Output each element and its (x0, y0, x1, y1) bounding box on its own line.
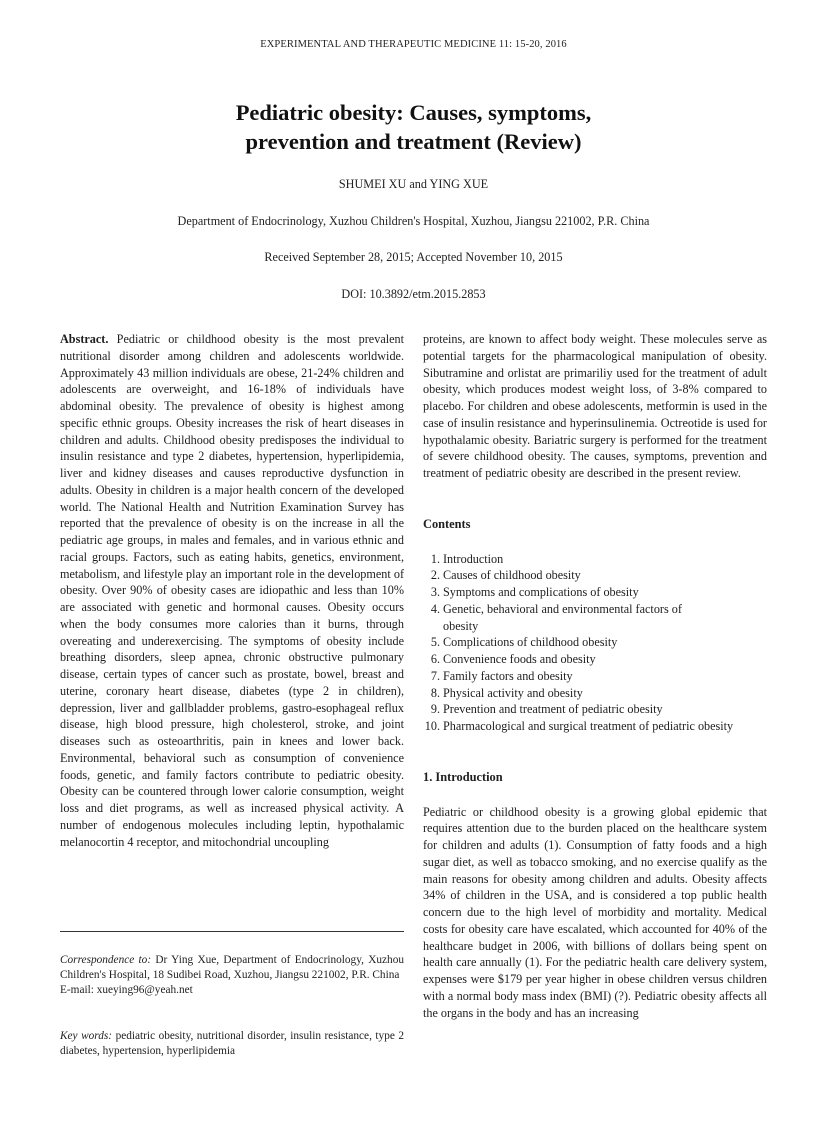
introduction-text: Pediatric or childhood obesity is a growing global epidemic that requires attention due to the burden placed on the healthcare system for children and adults (1). Consumption of fatty foods and a high sugar diet, as well as tobacco smoking, and no exercise qualify as the main reasons for obesity among children and adults. Obesity affects 34% of children in the USA, and is considered a top public health concern due to the high level of morbidity and mortality. Medical costs for obesity care have escalated, which accounted for 40% of the healthcare budget in 2006, with billions of dollars being spent on health care annually (1). For the pediatric health care delivery system, expenses were $179 per year higher in obese children versus children with a normal body mass index (BMI) (?). Pediatric obesity affects all the organs in the body and has an increasing (423, 804, 767, 1020)
correspondence-text: Dr Ying Xue, Department of Endocrinology, Xuzhou Children's Hospital, 18 Sudibei Road, Xuzhou, Jiangsu 221002, P.R. China (60, 954, 404, 982)
toc-item[interactable] (423, 718, 767, 735)
toc-number: 3. (430, 585, 440, 599)
keywords-text: pediatric obesity, nutritional disorder, insulin resistance, type 2 diabetes, hypertension, hyperlipidemia (60, 1030, 405, 1058)
toc-item[interactable] (423, 634, 767, 651)
toc-item[interactable] (423, 685, 767, 702)
toc-item[interactable] (423, 551, 767, 568)
article-title (0, 98, 827, 156)
toc-label: Physical activity and obesity (443, 685, 583, 700)
keywords-label: Key words: (60, 1030, 113, 1042)
footnote-rule (60, 931, 404, 932)
toc-label: Causes of childhood obesity (443, 568, 581, 583)
toc-item[interactable] (423, 567, 767, 584)
correspondence-label: Correspondence to: (60, 954, 152, 966)
toc-number: 9. (430, 702, 440, 717)
toc-number: 5. (430, 635, 440, 650)
toc-label: Symptoms and complications of obesity (443, 585, 639, 599)
toc-label: Genetic, behavioral and environmental factors of obesity (443, 601, 682, 633)
table-of-contents (423, 551, 767, 735)
right-column (423, 331, 767, 1021)
received-accepted-dates: Received September 28, 2015; Accepted November 10, 2015 (264, 250, 563, 264)
contents-heading: Contents (423, 516, 471, 531)
toc-number: 4. (430, 601, 440, 616)
abstract-continued: proteins, are known to affect body weight. These molecules serve as potential targets for the pharmacological manipulation of obesity. Sibutramine and orlistat are primariliy used for the treatment of adult obesity, which produces modest weight loss, of 3-8% compared to placebo. For children and obese adolescents, metformin is used in the case of insulin resistance and hyperinsulinemia. Octreotide is used for hypothalamic obesity. Bariatric surgery is performed for the treatment of severe childhood obesity. The causes, symptoms, prevention and treatment of pediatric obesity are described in the present review. (423, 332, 767, 480)
toc-item[interactable] (423, 584, 767, 601)
abstract-label: Abstract. (60, 332, 109, 346)
title-line-2: prevention and treatment (Review) (245, 129, 582, 154)
toc-number: 2. (430, 568, 440, 583)
title-line-1: Pediatric obesity: Causes, symptoms, (235, 100, 592, 125)
toc-item[interactable] (423, 601, 767, 635)
abstract-text: Pediatric or childhood obesity is the most prevalent nutritional disorder among children and adolescents worldwide. Approximately 43 million individuals are obese, 21-24% children and adolescents are overweight, and 16-18% of individuals have abdominal obesity. The prevalence of obesity is highest among specific ethnic groups. Obesity increases the risk of heart diseases in children and adults. Childhood obesity predisposes the individual to insulin resistance and type 2 diabetes, hypertension, hyperlipidemia, liver and kidney diseases and causes reproductive dysfunction in adults. Obesity in children is a major health concern of the developed world. The National Health and Nutrition Examination Survey has reported that the prevalence of obesity is on the increase in all the pediatric age groups, in males and females, and in various ethnic and racial groups. Factors, such as eating habits, genetics, environment, metabolism, and lifestyle play an important role in the development of obesity. Over 90% of obesity cases are idiopathic and less than 10% are associated with genetic and hormonal causes. Obesity occurs when the body consumes more calories than it burns, through overeating and underexercising. The symptoms of obesity include breathing disorders, sleep apnea, chronic obstructive pulmonary disease, certain types of cancer such as prostate, bowel, breast and uterine, coronary heart disease, diabetes (type 2 in children), depression, liver and gallbladder problems, gastro-esophageal reflux disease, high blood pressure, high cholesterol, stroke, and joint diseases such as osteoarthritis, pain in knees and lower back. Environmental, behavioral such as consumption of convenience foods, genetic, and family factors contribute to pediatric obesity. Obesity can be countered through lower calorie consumption, weight loss and diet programs, as well as increased physical activity. A number of endogenous molecules including leptin, hypothalamic melanocortin 4 receptor, and mitochondrial uncoupling (60, 332, 404, 849)
email[interactable]: E-mail: xueying96@yeah.net (60, 984, 193, 997)
toc-label: Introduction (443, 551, 504, 566)
toc-label: Pharmacological and surgical treatment of pediatric obesity (443, 719, 734, 733)
authors: SHUMEI XU and YING XUE (338, 177, 489, 191)
affiliation: Department of Endocrinology, Xuzhou Children's Hospital, Xuzhou, Jiangsu 221002, P.R. China (177, 214, 650, 228)
toc-label: Family factors and obesity (443, 668, 573, 683)
toc-number: 7. (430, 668, 440, 683)
introduction-heading: 1. Introduction (423, 769, 503, 784)
toc-number: 8. (430, 685, 440, 700)
keywords (60, 1029, 404, 1059)
running-head: EXPERIMENTAL AND THERAPEUTIC MEDICINE 11: 15-20, 2016 (260, 39, 567, 50)
correspondence (60, 953, 404, 999)
left-column (60, 331, 404, 850)
toc-item[interactable] (423, 651, 767, 668)
toc-number: 10. (424, 719, 440, 733)
toc-label: Complications of childhood obesity (443, 635, 618, 650)
toc-label: Prevention and treatment of pediatric obesity (443, 702, 663, 717)
abstract (60, 331, 404, 850)
toc-label: Convenience foods and obesity (443, 652, 596, 666)
toc-item[interactable] (423, 701, 767, 718)
doi[interactable]: DOI: 10.3892/etm.2015.2853 (341, 287, 486, 301)
toc-number: 1. (430, 551, 440, 566)
toc-item[interactable] (423, 668, 767, 685)
toc-number: 6. (430, 652, 440, 666)
